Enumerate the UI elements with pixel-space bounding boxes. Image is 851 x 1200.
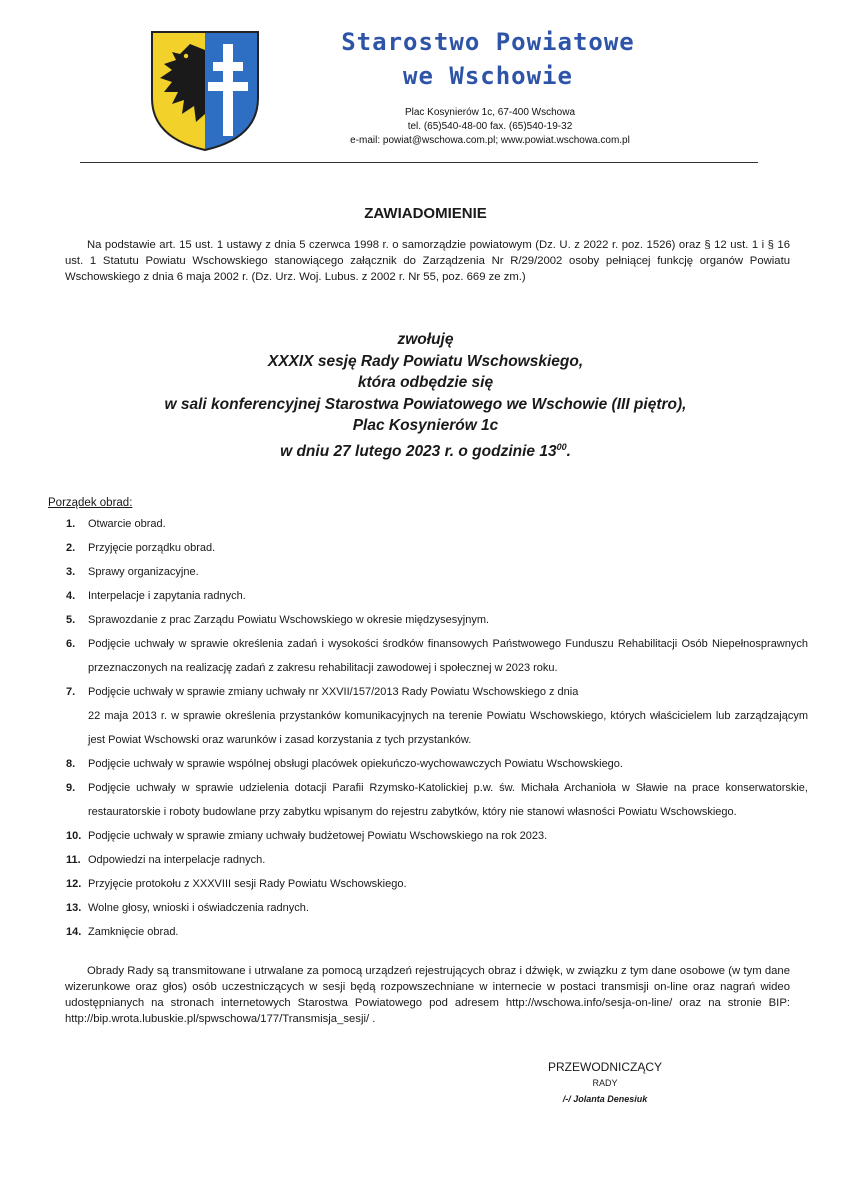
agenda-item-number: 3.: [66, 566, 76, 578]
signature-name: /-/ Jolanta Denesiuk: [562, 1094, 648, 1104]
agenda-item-text: Podjęcie uchwały w sprawie udzielenia dotacji Parafii Rzymsko-Katolickiej p.w. św. Michała Archanioła w Sławie na prace konserwatorskie, restauratorskie i roboty budowlane przy zabytku wpisanym do rejestru zabytków, który nie stanowi własności Powiatu Wschowskiego.: [88, 782, 808, 818]
agenda-item-text: Interpelacje i zapytania radnych.: [88, 590, 246, 602]
callout-line-1: zwołuję: [397, 331, 454, 348]
intro-paragraph: [65, 237, 790, 285]
agenda-item-text: Podjęcie uchwały w sprawie zmiany uchwały nr XXVII/157/2013 Rady Powiatu Wschowskiego z dnia: [88, 686, 579, 698]
agenda-item-text: Otwarcie obrad.: [88, 518, 166, 530]
agenda-item-text: Sprawy organizacyjne.: [88, 566, 199, 578]
agenda-item-number: 5.: [66, 614, 76, 626]
agenda-item-text: Wolne głosy, wnioski i oświadczenia radnych.: [88, 902, 309, 914]
agenda-item: [48, 824, 808, 848]
callout-line-5: Plac Kosynierów 1c: [352, 417, 499, 435]
signature-title: PRZEWODNICZĄCY: [548, 1060, 662, 1074]
callout-date: w dniu 27 lutego 2023 r. o godzinie 13: [280, 443, 557, 461]
callout-line-4: w sali konferencyjnej Starostwa Powiatowego we Wschowie (III piętro),: [164, 395, 687, 413]
agenda-item-text: Przyjęcie protokołu z XXXVIII sesji Rady Powiatu Wschowskiego.: [88, 878, 407, 890]
agenda-item-text: Podjęcie uchwały w sprawie zmiany uchwały budżetowej Powiatu Wschowskiego na rok 2023.: [88, 830, 548, 842]
office-address: Plac Kosynierów 1c, 67-400 Wschowa: [404, 107, 576, 118]
document-heading: ZAWIADOMIENIE: [364, 205, 487, 222]
agenda-title: Porządek obrad:: [48, 497, 133, 509]
agenda-item-number: 4.: [66, 590, 76, 602]
closing-text: Obrady Rady są transmitowane i utrwalane za pomocą urządzeń rejestrujących obraz i dźwięk, w związku z tym dane osobowe (w tym dane wizerunkowe oraz głos) osób uczestniczących w sesji będą rozpowszechniane w internecie w postaci transmisji on-line oraz nagrań wideo udostępnianych na stronach internetowych Starostwa Powiatowego pod adresem http://wschowa.info/sesja-on-line/ oraz na stronie BIP: http://bip.wrota.lubuskie.pl/spwschowa/177/Transmisja_sesji/ .: [65, 965, 790, 1025]
agenda-item: [48, 632, 808, 680]
callout-line-3: która odbędzie się: [357, 374, 494, 392]
agenda-item: [48, 512, 808, 536]
agenda-item-text: Sprawozdanie z prac Zarządu Powiatu Wschowskiego w okresie międzysesyjnym.: [88, 614, 490, 626]
agenda-list: [48, 512, 808, 944]
agenda-item: [48, 872, 808, 896]
agenda-item: [48, 848, 808, 872]
agenda-item: [48, 536, 808, 560]
coat-of-arms-icon: [150, 30, 260, 152]
intro-text: Na podstawie art. 15 ust. 1 ustawy z dnia 5 czerwca 1998 r. o samorządzie powiatowym (Dz. U. z 2022 r. poz. 1526) oraz § 12 ust. 1 i § 16 ust. 1 Statutu Powiatu Wschowskiego stanowiącego załącznik do Zarządzenia Nr R/29/2002 osoby pełniącej funkcję organów Powiatu Wschowskiego z dnia 6 maja 2002 r. (Dz. Urz. Woj. Lubus. z 2002 r. Nr 55, poz. 669 ze zm.): [65, 239, 790, 283]
agenda-item-text: Odpowiedzi na interpelacje radnych.: [88, 854, 266, 866]
agenda-item-text: Zamknięcie obrad.: [88, 926, 179, 938]
agenda-item-number: 8.: [66, 758, 76, 770]
agenda-item-text: Przyjęcie porządku obrad.: [88, 542, 216, 554]
office-name-line2: we Wschowie: [403, 62, 573, 90]
agenda-item-number: 11.: [66, 854, 81, 866]
agenda-item: [48, 584, 808, 608]
callout-period: .: [566, 443, 571, 461]
agenda-item-number: 12.: [66, 878, 82, 890]
agenda-item: [48, 752, 808, 776]
agenda-item: [48, 920, 808, 944]
office-phone: tel. (65)540-48-00 fax. (65)540-19-32: [407, 121, 573, 132]
agenda-item: [48, 776, 808, 824]
agenda-item: [48, 896, 808, 920]
agenda-item-number: 7.: [66, 686, 76, 698]
agenda-item-text: Podjęcie uchwały w sprawie określenia zadań i wysokości środków finansowych Państwowego Funduszu Rehabilitacji Osób Niepełnosprawnych przeznaczonych na realizację zadań z zakresu rehabilitacji zawodowej i społecznej w 2023 roku.: [88, 638, 808, 674]
header-divider: [80, 162, 758, 163]
agenda-item-number: 2.: [66, 542, 76, 554]
callout-line-2: XXXIX sesję Rady Powiatu Wschowskiego,: [267, 352, 584, 370]
office-name-line1: Starostwo Powiatowe: [341, 28, 635, 56]
agenda-item-number: 9.: [66, 782, 76, 794]
closing-paragraph: [65, 963, 790, 1027]
session-callout: [0, 329, 851, 463]
agenda-item-text: Podjęcie uchwały w sprawie wspólnej obsługi placówek opiekuńczo-wychowawczych Powiatu Wschowskiego.: [88, 758, 623, 770]
agenda-item: [48, 680, 808, 752]
agenda-item-text-continued: 22 maja 2013 r. w sprawie określenia przystanków komunikacyjnych na terenie Powiatu Wschowskiego, których właścicielem lub zarządzającym jest Powiat Wschowski oraz warunków i zasad korzystania z tych przystanków.: [88, 710, 808, 746]
agenda-item-number: 6.: [66, 638, 76, 650]
agenda-item-number: 13.: [66, 902, 82, 914]
agenda-item: [48, 560, 808, 584]
agenda-item-number: 14.: [66, 926, 82, 938]
callout-time-minutes: 00: [556, 441, 567, 452]
office-email: e-mail: powiat@wschowa.com.pl; www.powiat.wschowa.com.pl: [350, 135, 630, 146]
callout-line-6: [0, 437, 851, 463]
agenda-item: [48, 608, 808, 632]
signature-subtitle: RADY: [592, 1078, 618, 1088]
agenda-item-number: 10.: [66, 830, 82, 842]
agenda-item-number: 1.: [66, 518, 76, 530]
